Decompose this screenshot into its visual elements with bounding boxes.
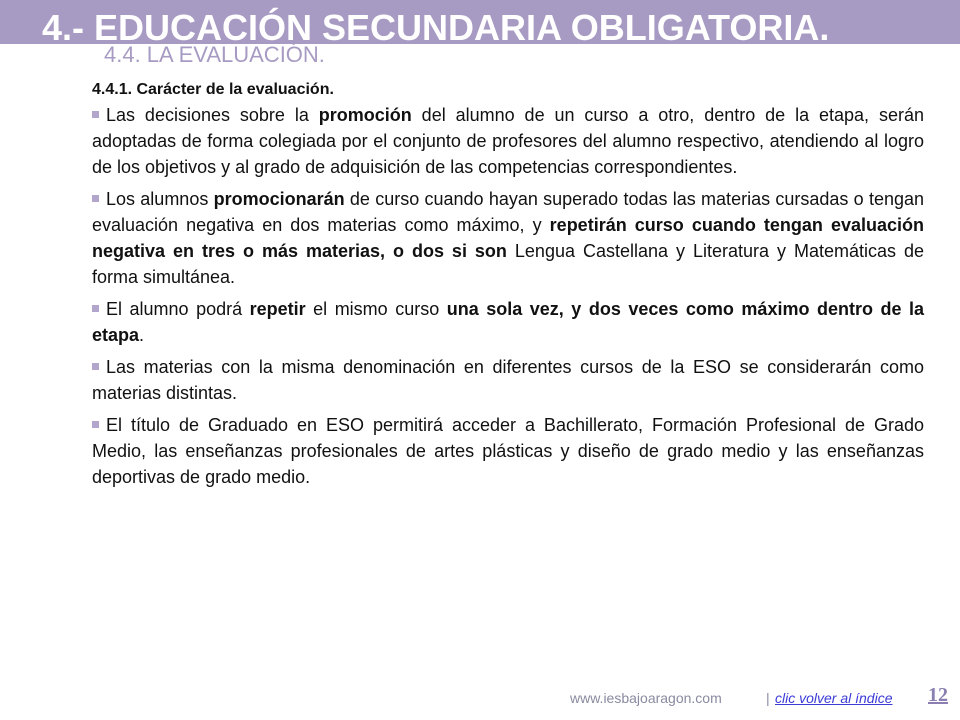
- footer-website: www.iesbajoaragon.com: [570, 690, 722, 706]
- text-segment: el mismo curso: [305, 299, 447, 319]
- page-title: 4.- EDUCACIÓN SECUNDARIA OBLIGATORIA.: [42, 7, 830, 44]
- text-segment: El título de Graduado en ESO permitirá acceder a Bachillerato, Formación Profesional de Grado Medio, las enseñanzas profesionales de artes plásticas y diseño de grado medio y las enseñanzas deportivas de grado medio.: [92, 415, 924, 487]
- footer-separator: |: [766, 690, 770, 706]
- section-title: 4.4. LA EVALUACIÓN.: [104, 42, 325, 67]
- text-segment: de curso cuando hayan superado todas las materias cursadas o tengan evaluación negativa en dos materias como máximo, y: [92, 189, 924, 235]
- bullet-repeticion: [92, 296, 924, 348]
- text-segment: del alumno de un curso a otro, dentro de la etapa, serán adoptadas de forma colegiada por el conjunto de profesores del alumno respectivo, atendiendo al logro de los objetivos y al grado de adquisición de las competencias correspondientes.: [92, 105, 924, 177]
- text-segment: El alumno podrá: [106, 299, 250, 319]
- page-number: 12: [928, 684, 948, 706]
- bullet-titulo-graduado: [92, 412, 924, 490]
- text-segment: Las decisiones sobre la: [106, 105, 319, 125]
- bold-segment: promoción: [318, 105, 412, 125]
- bold-segment: promocionarán: [213, 189, 345, 209]
- text-segment: Los alumnos: [106, 189, 214, 209]
- title-band: [0, 0, 960, 44]
- square-bullet-icon: [92, 195, 99, 202]
- bold-segment: repetirán curso cuando tengan evaluación negativa en tres o más materias, o dos si son: [92, 215, 924, 261]
- bullet-promocion-criterios: [92, 186, 924, 290]
- bullet-list: [92, 102, 924, 496]
- back-to-index-link[interactable]: clic volver al índice: [775, 690, 893, 706]
- square-bullet-icon: [92, 111, 99, 118]
- bold-segment: una sola vez, y dos veces como máximo dentro de la etapa: [92, 299, 924, 345]
- bold-segment: repetir: [249, 299, 306, 319]
- square-bullet-icon: [92, 305, 99, 312]
- bullet-materias-distintas: [92, 354, 924, 406]
- square-bullet-icon: [92, 363, 99, 370]
- square-bullet-icon: [92, 421, 99, 428]
- text-segment: Las materias con la misma denominación en diferentes cursos de la ESO se considerarán como materias distintas.: [92, 357, 924, 403]
- text-segment: Lengua Castellana y Literatura y Matemáticas de forma simultánea.: [92, 241, 924, 287]
- bullet-promocion-decisiones: [92, 102, 924, 180]
- subsection-title: 4.4.1. Carácter de la evaluación.: [92, 81, 334, 98]
- text-segment: .: [139, 325, 145, 345]
